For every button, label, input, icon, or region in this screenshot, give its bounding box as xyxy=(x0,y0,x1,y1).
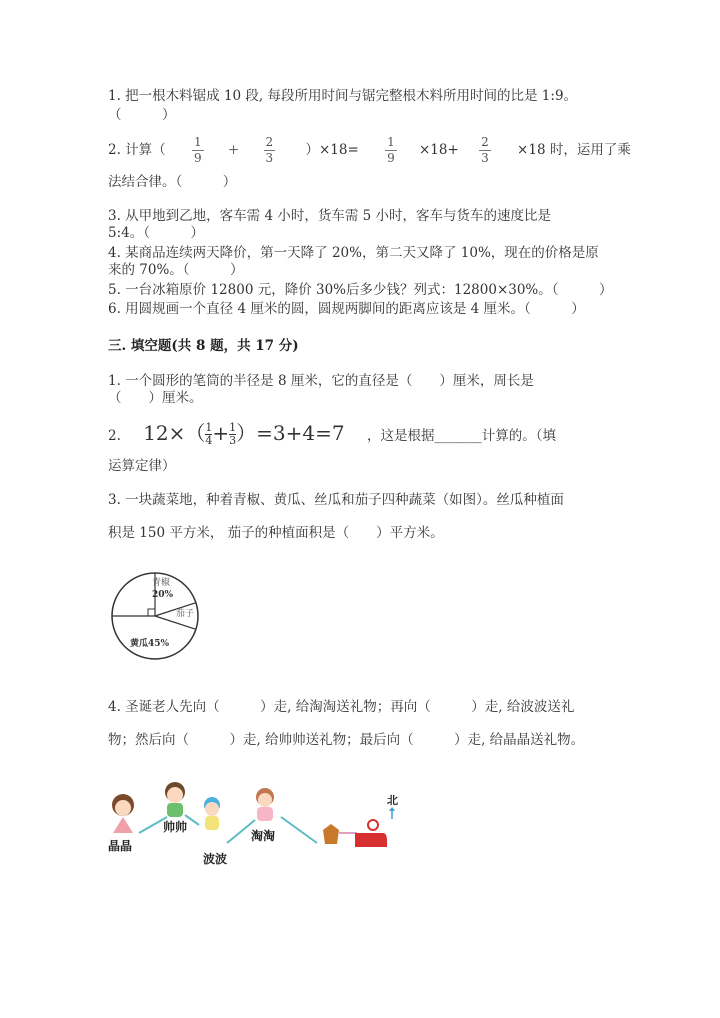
fill-q4-line2: 物；然后向（ ）走, 给帅帅送礼物；最后向（ ）走, 给晶晶送礼物。 xyxy=(108,732,585,748)
section-title: 三. 填空题(共 8 题，共 17 分) xyxy=(108,338,299,354)
kid-shuaishuai xyxy=(165,782,185,817)
kid-bobo xyxy=(204,797,220,830)
q2-mid: ）×18= xyxy=(305,142,359,158)
judge-q1: 1. 把一根木料锯成 10 段, 每段所用时间与锯完整根木料所用时间的比是 1:9。 xyxy=(108,88,578,104)
kid-jingjing xyxy=(112,794,134,833)
fill-q4: 4. 圣诞老人先向（ ）走, 给淘淘送礼物；再向（ ）走, 给波波送礼 xyxy=(108,699,575,715)
judge-q2-line2: 法结合律。（ ） xyxy=(108,174,237,190)
judge-q4: 4. 某商品连续两天降价，第一天降了 20%，第二天又降了 10%，现在的价格是原 xyxy=(108,245,599,261)
fill-q2 xyxy=(108,418,556,451)
vegetable-pie-chart xyxy=(100,565,210,670)
q2-suffix: ，这是根据_______计算的。（填 xyxy=(366,428,556,444)
fraction: $\frac{1}{9}$ xyxy=(193,135,202,165)
fraction: $\frac{2}{3}$ xyxy=(265,135,274,165)
formula: 12×（ $\frac{1}{4}$ + $\frac{1}{3}$ ）=3+4=7 xyxy=(143,421,345,447)
pie-label-qingjiao: 青椒 xyxy=(152,578,171,588)
kid-label: 波波 xyxy=(203,852,228,866)
kid-taotao xyxy=(256,788,274,821)
q-number: 2. xyxy=(108,428,121,444)
route-lines xyxy=(105,775,405,875)
pie-label-qiezi: 茄子 xyxy=(176,609,195,619)
plus-sign: + xyxy=(227,142,240,158)
q2-mid2: ×18+ xyxy=(419,142,459,158)
judge-q1-answer-blank[interactable]: （ ） xyxy=(108,107,176,123)
kid-label: 帅帅 xyxy=(163,820,188,834)
fraction: $\frac{2}{3}$ xyxy=(481,135,489,165)
north-label: 北 xyxy=(387,794,398,807)
kid-label: 晶晶 xyxy=(108,839,133,853)
fill-q2-line2: 运算定律） xyxy=(108,458,176,474)
santa-sleigh-icon xyxy=(323,820,387,847)
fraction: $\frac{1}{9}$ xyxy=(387,135,395,165)
fill-q1: 1. 一个圆形的笔筒的半径是 8 厘米，它的直径是（ ）厘米，周长是 xyxy=(108,373,534,389)
santa-route-figure xyxy=(105,775,405,875)
pie-label-qingjiao-value: 20% xyxy=(152,590,174,600)
fill-q1-line2: （ ）厘米。 xyxy=(108,390,203,406)
pie-label-huanggua: 黄瓜45% xyxy=(130,639,170,649)
judge-q2 xyxy=(108,135,631,166)
kid-label: 淘淘 xyxy=(251,829,276,843)
fill-q3-line2: 积是 150 平方米， 茄子的种植面积是（ ）平方米。 xyxy=(108,525,444,541)
judge-q4-line2: 来的 70%。（ ） xyxy=(108,262,244,278)
judge-q5: 5. 一台冰箱原价 12800 元，降价 30%后多少钱？列式：12800×30%。（ ） xyxy=(108,282,613,298)
judge-q6: 6. 用圆规画一个直径 4 厘米的圆，圆规两脚间的距离应该是 4 厘米。（ ） xyxy=(108,301,585,317)
judge-q3-line2: 5:4。（ ） xyxy=(108,225,204,241)
judge-q3: 3. 从甲地到乙地，客车需 4 小时，货车需 5 小时，客车与货车的速度比是 xyxy=(108,208,552,224)
q2-suffix: ×18 时，运用了乘 xyxy=(517,142,631,158)
north-arrow-icon xyxy=(389,807,395,819)
q2-prefix: 2. 计算（ xyxy=(108,142,166,158)
fill-q3: 3. 一块蔬菜地，种着青椒、黄瓜、丝瓜和茄子四种蔬菜（如图）。丝瓜种植面 xyxy=(108,492,564,508)
